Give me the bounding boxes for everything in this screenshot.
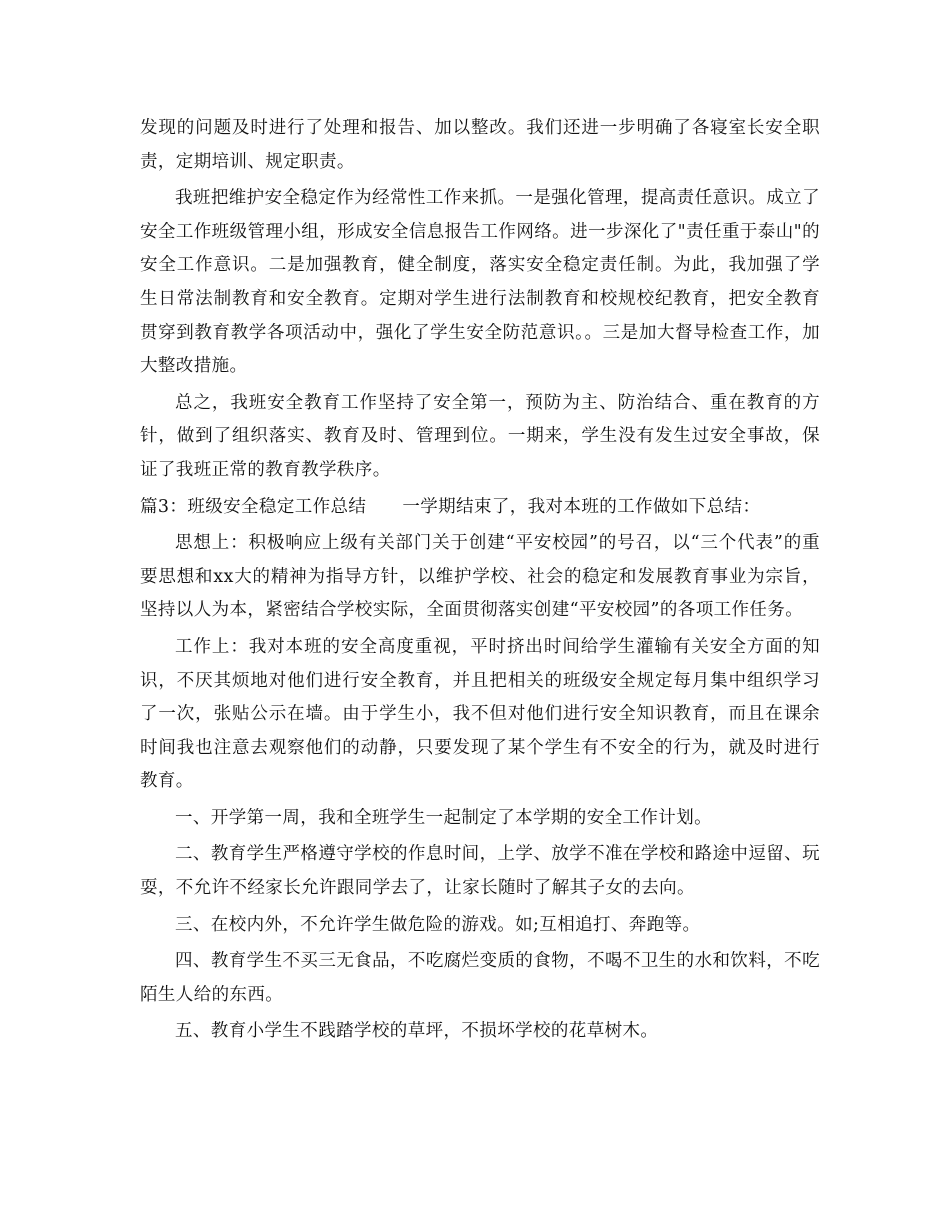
list-item-1: 一、开学第一周，我和全班学生一起制定了本学期的安全工作计划。 xyxy=(175,807,712,828)
section-heading xyxy=(140,491,820,525)
section-intro: 一学期结束了，我对本班的工作做如下总结： xyxy=(402,496,761,517)
list-item-4: 四、教育学生不买三无食品，不吃腐烂变质的食物，不喝不卫生的水和饮料，不吃陌生人给的东西。 xyxy=(140,951,820,1005)
paragraph-summary: 总之，我班安全教育工作坚持了安全第一，预防为主、防治结合、重在教育的方针，做到了组织落实、教育及时、管理到位。一期来，学生没有发生过安全事故，保证了我班正常的教育教学秩序。 xyxy=(140,392,820,480)
document-body xyxy=(140,112,820,1052)
list-item-2: 二、教育学生严格遵守学校的作息时间，上学、放学不准在学校和路途中逗留、玩耍，不允许不经家长允许跟同学去了，让家长随时了解其子女的去向。 xyxy=(140,844,820,899)
section-title: 篇3：班级安全稳定工作总结 xyxy=(140,496,367,517)
list-item-3: 三、在校内外，不允许学生做危险的游戏。如;互相追打、奔跑等。 xyxy=(175,914,701,935)
list-item-5: 五、教育小学生不践踏学校的草坪，不损坏学校的花草树木。 xyxy=(175,1021,659,1042)
paragraph-continuation: 发现的问题及时进行了处理和报告、加以整改。我们还进一步明确了各寝室长安全职责，定期培训、规定职责。 xyxy=(140,118,820,172)
paragraph-work: 工作上：我对本班的安全高度重视，平时挤出时间给学生灌输有关安全方面的知识，不厌其烦地对他们进行安全教育，并且把相关的班级安全规定每月集中组织学习了一次，张贴公示在墙。由于学生小，我不但对他们进行安全知识教育，而且在课余时间我也注意去观察他们的动静，只要发现了某个学生有不安全的行为，就及时进行教育。 xyxy=(140,636,820,792)
paragraph-thinking: 思想上：积极响应上级有关部门关于创建“平安校园”的号召，以“三个代表”的重要思想和xx大的精神为指导方针，以维护学校、社会的稳定和发展教育事业为宗旨，坚持以人为本，紧密结合学校实际，全面贯彻落实创建“平安校园”的各项工作任务。 xyxy=(140,533,820,621)
paragraph-safety-management: 我班把维护安全稳定作为经常性工作来抓。一是强化管理，提高责任意识。成立了安全工作班级管理小组，形成安全信息报告工作网络。进一步深化了"责任重于泰山"的安全工作意识。二是加强教育，健全制度，落实安全稳定责任制。为此，我加强了学生日常法制教育和安全教育。定期对学生进行法制教育和校规校纪教育，把安全教育贯穿到教育教学各项活动中，强化了学生安全防范意识。。三是加大督导检查工作，加大整改措施。 xyxy=(140,188,820,377)
